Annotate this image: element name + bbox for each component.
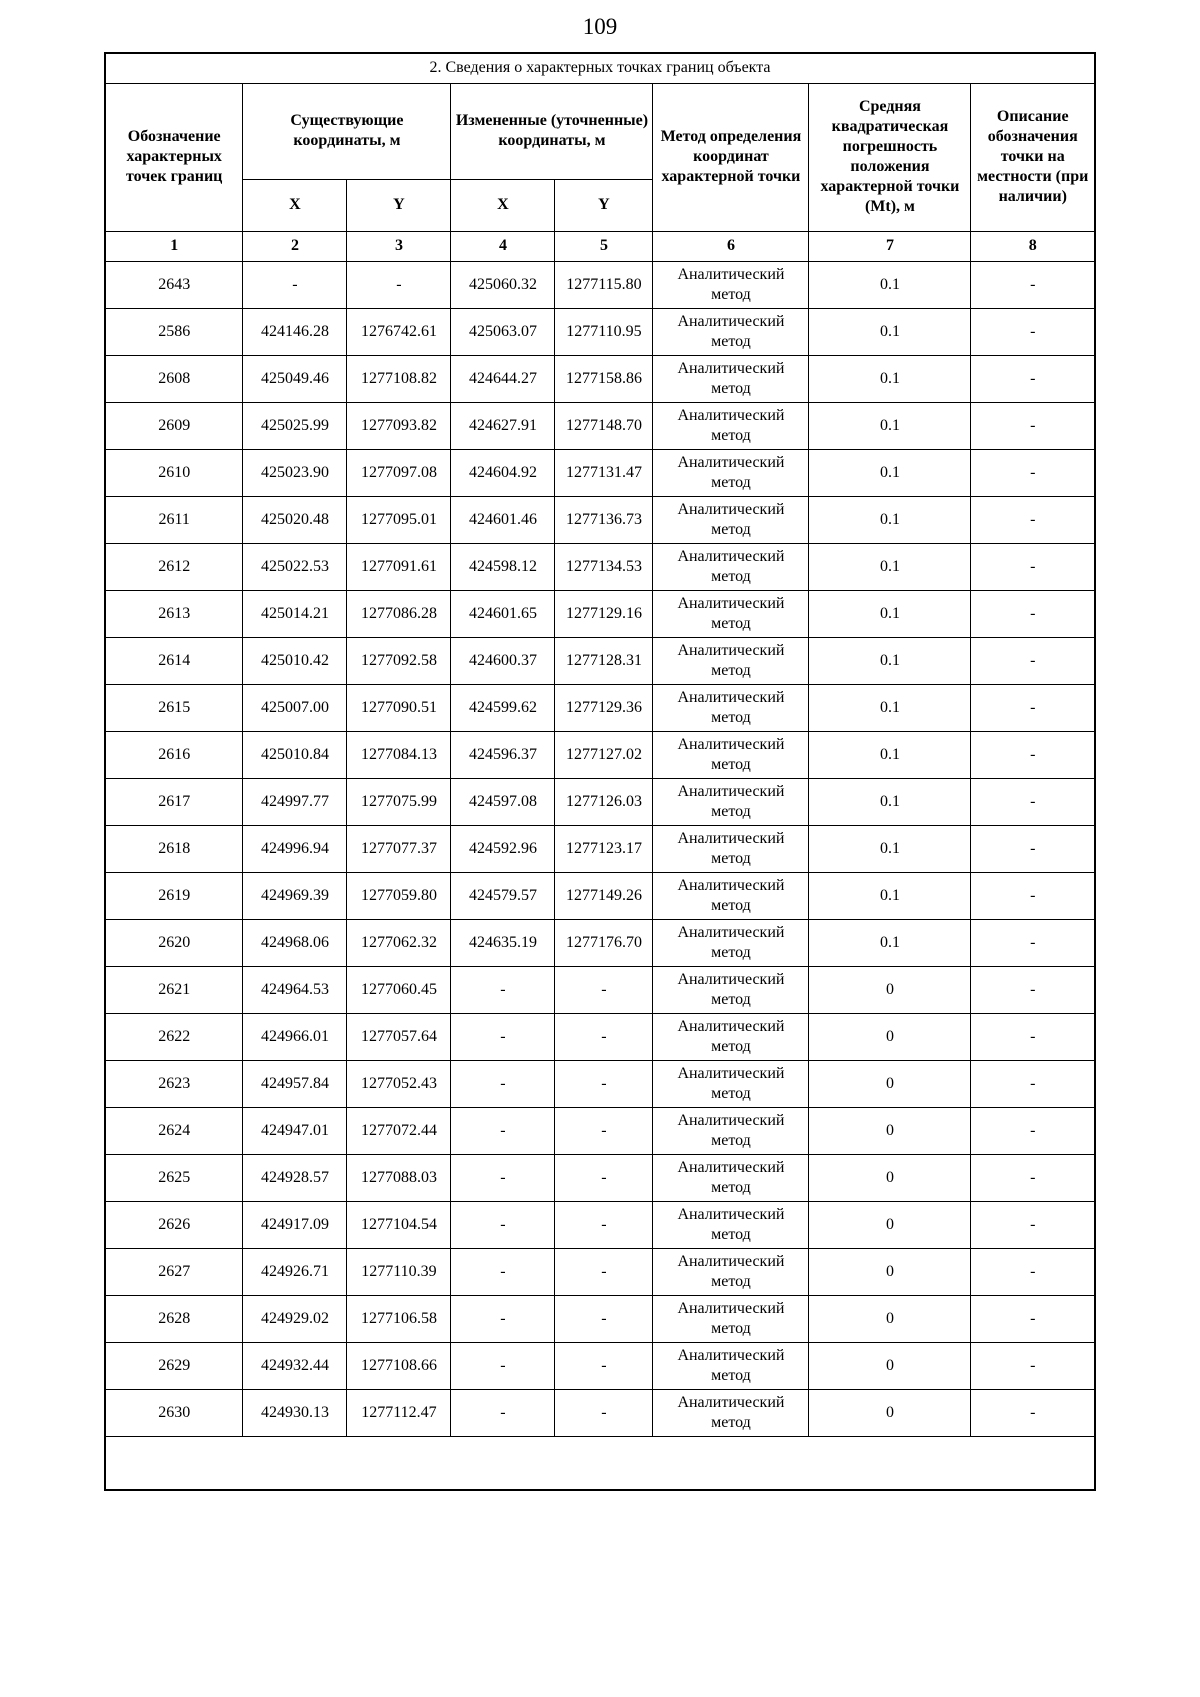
cell-description: -: [971, 1013, 1095, 1060]
cell-existing-x: 424997.77: [243, 778, 347, 825]
table-row: [105, 1342, 1095, 1389]
cell-description: -: [971, 590, 1095, 637]
cell-existing-y: 1277108.82: [347, 355, 451, 402]
table-row: [105, 1389, 1095, 1436]
cell-point-id: 2614: [105, 637, 243, 684]
cell-changed-x: 424579.57: [451, 872, 555, 919]
cell-existing-x: 424957.84: [243, 1060, 347, 1107]
table-row: [105, 1248, 1095, 1295]
cell-changed-x: -: [451, 1107, 555, 1154]
cell-changed-y: 1277129.36: [555, 684, 653, 731]
cell-point-id: 2613: [105, 590, 243, 637]
cell-description: -: [971, 1248, 1095, 1295]
cell-point-id: 2612: [105, 543, 243, 590]
cell-changed-x: -: [451, 1060, 555, 1107]
cell-error: 0.1: [809, 872, 971, 919]
page-number: 109: [582, 14, 618, 39]
cell-changed-x: 424599.62: [451, 684, 555, 731]
cell-changed-y: -: [555, 1107, 653, 1154]
cell-existing-y: 1277077.37: [347, 825, 451, 872]
cell-changed-x: -: [451, 1201, 555, 1248]
cell-error: 0: [809, 1107, 971, 1154]
cell-changed-x: 425063.07: [451, 308, 555, 355]
cell-error: 0: [809, 1154, 971, 1201]
cell-changed-x: 424601.46: [451, 496, 555, 543]
header-changed-coordinates: Измененные (уточненные) координаты, м: [451, 83, 653, 179]
cell-changed-y: 1277129.16: [555, 590, 653, 637]
cell-error: 0.1: [809, 543, 971, 590]
cell-changed-y: -: [555, 1013, 653, 1060]
cell-existing-x: 425025.99: [243, 402, 347, 449]
cell-error: 0.1: [809, 496, 971, 543]
cell-error: 0.1: [809, 637, 971, 684]
cell-existing-x: 424969.39: [243, 872, 347, 919]
table-row: [105, 355, 1095, 402]
cell-existing-y: 1277093.82: [347, 402, 451, 449]
cell-description: -: [971, 1201, 1095, 1248]
table-title: 2. Сведения о характерных точках границ объекта: [105, 53, 1095, 83]
cell-existing-y: 1277088.03: [347, 1154, 451, 1201]
header-existing-x: X: [243, 179, 347, 231]
cell-point-id: 2621: [105, 966, 243, 1013]
cell-description: -: [971, 543, 1095, 590]
cell-changed-x: -: [451, 1295, 555, 1342]
cell-error: 0.1: [809, 684, 971, 731]
cell-existing-x: 424947.01: [243, 1107, 347, 1154]
cell-method: Аналитический метод: [653, 1389, 809, 1436]
cell-changed-y: 1277128.31: [555, 637, 653, 684]
cell-changed-y: -: [555, 1248, 653, 1295]
cell-changed-x: -: [451, 1248, 555, 1295]
cell-changed-x: 424635.19: [451, 919, 555, 966]
column-number: 3: [347, 231, 451, 261]
cell-error: 0.1: [809, 355, 971, 402]
cell-point-id: 2610: [105, 449, 243, 496]
cell-existing-y: 1277086.28: [347, 590, 451, 637]
cell-existing-x: 425020.48: [243, 496, 347, 543]
cell-error: 0: [809, 1389, 971, 1436]
cell-point-id: 2611: [105, 496, 243, 543]
cell-existing-y: 1277057.64: [347, 1013, 451, 1060]
cell-existing-y: 1277075.99: [347, 778, 451, 825]
cell-point-id: 2628: [105, 1295, 243, 1342]
cell-description: -: [971, 1154, 1095, 1201]
cell-description: -: [971, 1342, 1095, 1389]
header-mean-square-error: Средняя квадратическая погрешность положения характерной точки (Mt), м: [809, 83, 971, 231]
cell-changed-y: 1277115.80: [555, 261, 653, 308]
cell-point-id: 2625: [105, 1154, 243, 1201]
cell-error: 0: [809, 966, 971, 1013]
empty-row: [105, 1436, 1095, 1490]
cell-method: Аналитический метод: [653, 355, 809, 402]
cell-existing-x: 425049.46: [243, 355, 347, 402]
cell-method: Аналитический метод: [653, 778, 809, 825]
cell-changed-x: 424597.08: [451, 778, 555, 825]
table-row: [105, 778, 1095, 825]
table-row: [105, 590, 1095, 637]
table-body: [105, 261, 1095, 1490]
cell-changed-y: 1277126.03: [555, 778, 653, 825]
cell-point-id: 2608: [105, 355, 243, 402]
cell-point-id: 2624: [105, 1107, 243, 1154]
cell-method: Аналитический метод: [653, 1342, 809, 1389]
cell-changed-y: -: [555, 1295, 653, 1342]
cell-description: -: [971, 449, 1095, 496]
cell-description: -: [971, 684, 1095, 731]
cell-existing-y: 1277084.13: [347, 731, 451, 778]
cell-existing-y: 1277062.32: [347, 919, 451, 966]
cell-method: Аналитический метод: [653, 543, 809, 590]
cell-point-id: 2615: [105, 684, 243, 731]
cell-changed-y: 1277148.70: [555, 402, 653, 449]
cell-error: 0: [809, 1248, 971, 1295]
cell-method: Аналитический метод: [653, 1154, 809, 1201]
cell-description: -: [971, 355, 1095, 402]
cell-existing-y: 1277095.01: [347, 496, 451, 543]
cell-description: -: [971, 919, 1095, 966]
cell-point-id: 2629: [105, 1342, 243, 1389]
cell-point-id: 2618: [105, 825, 243, 872]
cell-existing-x: 425014.21: [243, 590, 347, 637]
cell-changed-x: -: [451, 1342, 555, 1389]
cell-method: Аналитический метод: [653, 1060, 809, 1107]
cell-existing-y: 1277060.45: [347, 966, 451, 1013]
cell-existing-x: 424930.13: [243, 1389, 347, 1436]
cell-error: 0.1: [809, 731, 971, 778]
cell-changed-y: 1277123.17: [555, 825, 653, 872]
cell-existing-y: 1277112.47: [347, 1389, 451, 1436]
table-row: [105, 825, 1095, 872]
cell-existing-y: 1277092.58: [347, 637, 451, 684]
cell-description: -: [971, 966, 1095, 1013]
table-row: [105, 1060, 1095, 1107]
cell-method: Аналитический метод: [653, 496, 809, 543]
cell-description: -: [971, 1060, 1095, 1107]
cell-changed-y: 1277127.02: [555, 731, 653, 778]
cell-method: Аналитический метод: [653, 1248, 809, 1295]
cell-changed-y: 1277149.26: [555, 872, 653, 919]
cell-method: Аналитический метод: [653, 1107, 809, 1154]
cell-changed-y: 1277134.53: [555, 543, 653, 590]
table-row: [105, 731, 1095, 778]
cell-changed-y: 1277110.95: [555, 308, 653, 355]
table-row: [105, 919, 1095, 966]
cell-existing-y: -: [347, 261, 451, 308]
column-number: 8: [971, 231, 1095, 261]
cell-changed-x: 424601.65: [451, 590, 555, 637]
cell-existing-y: 1277090.51: [347, 684, 451, 731]
cell-point-id: 2622: [105, 1013, 243, 1060]
cell-point-id: 2609: [105, 402, 243, 449]
cell-changed-y: -: [555, 1342, 653, 1389]
header-existing-coordinates: Существующие координаты, м: [243, 83, 451, 179]
cell-existing-y: 1277108.66: [347, 1342, 451, 1389]
cell-method: Аналитический метод: [653, 731, 809, 778]
header-group-row: [105, 83, 1095, 179]
cell-existing-x: -: [243, 261, 347, 308]
cell-changed-y: -: [555, 966, 653, 1013]
table-row: [105, 872, 1095, 919]
cell-changed-y: -: [555, 1060, 653, 1107]
table-row: [105, 684, 1095, 731]
cell-error: 0.1: [809, 778, 971, 825]
cell-point-id: 2616: [105, 731, 243, 778]
table-row: [105, 637, 1095, 684]
cell-method: Аналитический метод: [653, 966, 809, 1013]
column-numbers-row: [105, 231, 1095, 261]
table-row: [105, 1154, 1095, 1201]
cell-description: -: [971, 261, 1095, 308]
cell-description: -: [971, 778, 1095, 825]
cell-point-id: 2617: [105, 778, 243, 825]
cell-method: Аналитический метод: [653, 308, 809, 355]
cell-existing-x: 425022.53: [243, 543, 347, 590]
cell-existing-x: 424964.53: [243, 966, 347, 1013]
cell-description: -: [971, 496, 1095, 543]
header-changed-y: Y: [555, 179, 653, 231]
cell-method: Аналитический метод: [653, 261, 809, 308]
cell-changed-x: 424596.37: [451, 731, 555, 778]
cell-error: 0.1: [809, 590, 971, 637]
cell-error: 0.1: [809, 261, 971, 308]
cell-point-id: 2619: [105, 872, 243, 919]
cell-point-id: 2623: [105, 1060, 243, 1107]
cell-description: -: [971, 402, 1095, 449]
cell-description: -: [971, 1107, 1095, 1154]
table-row: [105, 1107, 1095, 1154]
cell-description: -: [971, 637, 1095, 684]
cell-method: Аналитический метод: [653, 1201, 809, 1248]
header-designation: Обозначение характерных точек границ: [105, 83, 243, 231]
table-row: [105, 308, 1095, 355]
cell-point-id: 2643: [105, 261, 243, 308]
header-method: Метод определения координат характерной точки: [653, 83, 809, 231]
cell-point-id: 2626: [105, 1201, 243, 1248]
cell-changed-x: -: [451, 1154, 555, 1201]
cell-existing-x: 424996.94: [243, 825, 347, 872]
cell-existing-x: 425010.84: [243, 731, 347, 778]
cell-method: Аналитический метод: [653, 637, 809, 684]
cell-existing-y: 1277091.61: [347, 543, 451, 590]
cell-description: -: [971, 1295, 1095, 1342]
table-title-row: [105, 53, 1095, 83]
cell-method: Аналитический метод: [653, 684, 809, 731]
cell-changed-x: -: [451, 1013, 555, 1060]
cell-existing-x: 424928.57: [243, 1154, 347, 1201]
header-point-description: Описание обозначения точки на местности (при наличии): [971, 83, 1095, 231]
cell-changed-x: 424627.91: [451, 402, 555, 449]
cell-changed-y: -: [555, 1154, 653, 1201]
cell-existing-y: 1277059.80: [347, 872, 451, 919]
cell-method: Аналитический метод: [653, 825, 809, 872]
table-row: [105, 496, 1095, 543]
cell-method: Аналитический метод: [653, 590, 809, 637]
cell-changed-y: 1277176.70: [555, 919, 653, 966]
table-row: [105, 261, 1095, 308]
column-number: 6: [653, 231, 809, 261]
column-number: 4: [451, 231, 555, 261]
cell-point-id: 2630: [105, 1389, 243, 1436]
cell-description: -: [971, 825, 1095, 872]
cell-error: 0.1: [809, 402, 971, 449]
cell-existing-x: 424926.71: [243, 1248, 347, 1295]
cell-existing-y: 1276742.61: [347, 308, 451, 355]
cell-changed-y: -: [555, 1201, 653, 1248]
table-row: [105, 966, 1095, 1013]
header-changed-x: X: [451, 179, 555, 231]
column-number: 1: [105, 231, 243, 261]
cell-existing-x: 424929.02: [243, 1295, 347, 1342]
cell-changed-x: 425060.32: [451, 261, 555, 308]
cell-existing-x: 424917.09: [243, 1201, 347, 1248]
column-number: 7: [809, 231, 971, 261]
cell-existing-y: 1277104.54: [347, 1201, 451, 1248]
table-header: [105, 53, 1095, 261]
cell-existing-x: 425007.00: [243, 684, 347, 731]
cell-error: 0.1: [809, 308, 971, 355]
header-existing-y: Y: [347, 179, 451, 231]
cell-changed-y: 1277158.86: [555, 355, 653, 402]
cell-description: -: [971, 872, 1095, 919]
cell-changed-x: 424604.92: [451, 449, 555, 496]
cell-changed-x: 424598.12: [451, 543, 555, 590]
table-row: [105, 1201, 1095, 1248]
table-row: [105, 449, 1095, 496]
table-row: [105, 402, 1095, 449]
cell-method: Аналитический метод: [653, 449, 809, 496]
cell-error: 0: [809, 1295, 971, 1342]
cell-method: Аналитический метод: [653, 1295, 809, 1342]
table-row: [105, 1013, 1095, 1060]
column-number: 2: [243, 231, 347, 261]
cell-point-id: 2627: [105, 1248, 243, 1295]
cell-existing-x: 424932.44: [243, 1342, 347, 1389]
cell-existing-y: 1277072.44: [347, 1107, 451, 1154]
column-number: 5: [555, 231, 653, 261]
cell-description: -: [971, 1389, 1095, 1436]
cell-error: 0.1: [809, 825, 971, 872]
cell-error: 0.1: [809, 449, 971, 496]
cell-point-id: 2586: [105, 308, 243, 355]
cell-error: 0: [809, 1201, 971, 1248]
cell-description: -: [971, 731, 1095, 778]
cell-existing-x: 424966.01: [243, 1013, 347, 1060]
cell-changed-y: -: [555, 1389, 653, 1436]
cell-method: Аналитический метод: [653, 402, 809, 449]
cell-existing-y: 1277052.43: [347, 1060, 451, 1107]
cell-changed-x: -: [451, 1389, 555, 1436]
cell-changed-y: 1277131.47: [555, 449, 653, 496]
cell-method: Аналитический метод: [653, 919, 809, 966]
cell-error: 0: [809, 1342, 971, 1389]
cell-error: 0.1: [809, 919, 971, 966]
cell-existing-x: 424146.28: [243, 308, 347, 355]
cell-method: Аналитический метод: [653, 872, 809, 919]
empty-cell: [105, 1436, 1095, 1490]
cell-existing-x: 425010.42: [243, 637, 347, 684]
cell-existing-x: 424968.06: [243, 919, 347, 966]
cell-point-id: 2620: [105, 919, 243, 966]
cell-changed-x: -: [451, 966, 555, 1013]
table-row: [105, 1295, 1095, 1342]
cell-existing-y: 1277097.08: [347, 449, 451, 496]
cell-existing-x: 425023.90: [243, 449, 347, 496]
cell-error: 0: [809, 1013, 971, 1060]
cell-description: -: [971, 308, 1095, 355]
cell-error: 0: [809, 1060, 971, 1107]
cell-changed-x: 424600.37: [451, 637, 555, 684]
cell-changed-x: 424644.27: [451, 355, 555, 402]
cell-changed-x: 424592.96: [451, 825, 555, 872]
boundary-points-table: [104, 52, 1096, 1491]
cell-existing-y: 1277106.58: [347, 1295, 451, 1342]
cell-existing-y: 1277110.39: [347, 1248, 451, 1295]
table-row: [105, 543, 1095, 590]
cell-changed-y: 1277136.73: [555, 496, 653, 543]
cell-method: Аналитический метод: [653, 1013, 809, 1060]
